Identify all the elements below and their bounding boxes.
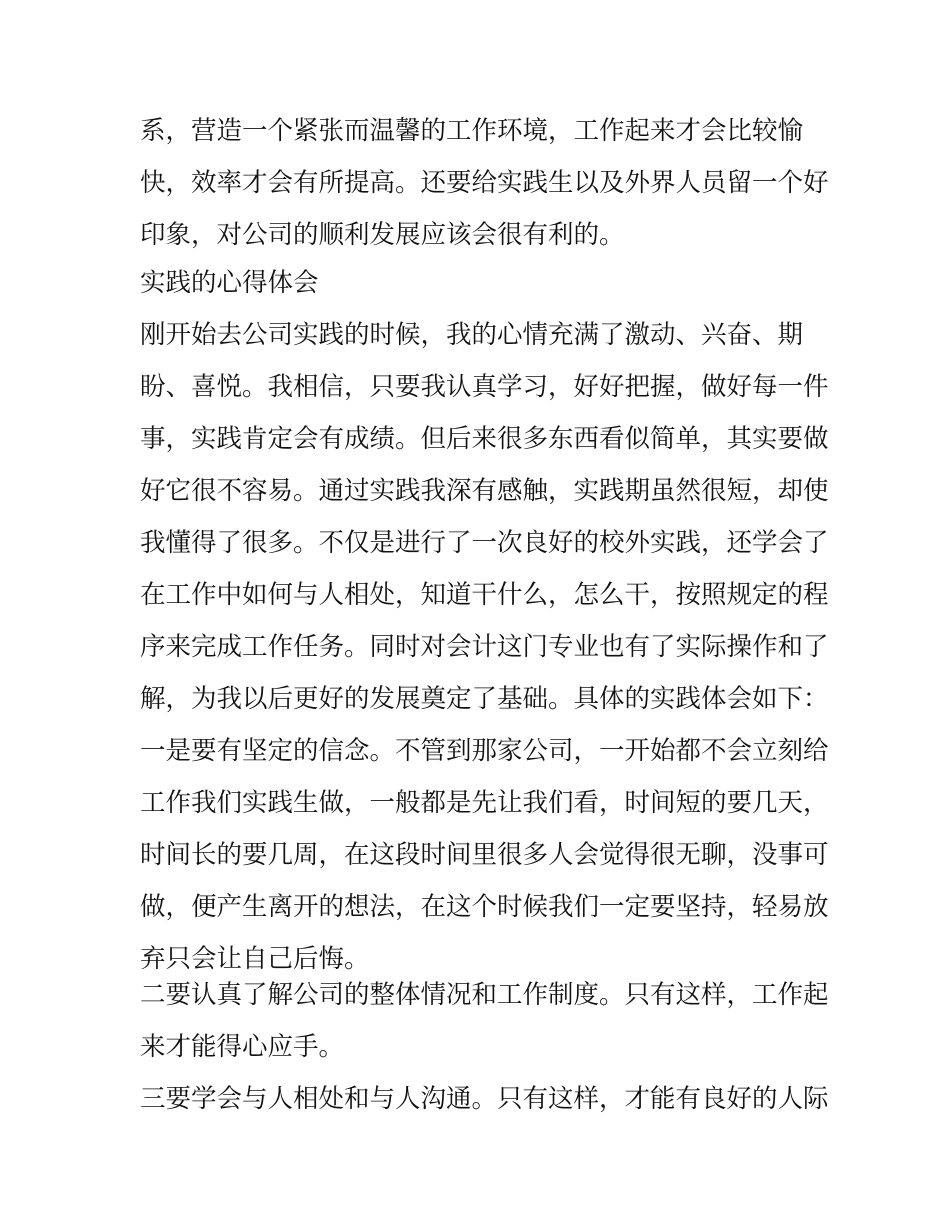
body-text-line: 三要学会与人相处和与人沟通。只有这样，才能有良好的人际 xyxy=(140,1084,829,1114)
body-text-line: 弃只会让自己后悔。 xyxy=(140,944,370,974)
body-text-line: 刚开始去公司实践的时候，我的心情充满了激动、兴奋、期 xyxy=(140,320,804,350)
body-text-line: 快，效率才会有所提高。还要给实践生以及外界人员留一个好 xyxy=(140,168,829,198)
body-text-line: 来才能得心应手。 xyxy=(140,1032,345,1062)
body-text-line: 二要认真了解公司的整体情况和工作制度。只有这样，工作起 xyxy=(140,980,829,1010)
body-text-line: 工作我们实践生做，一般都是先让我们看，时间短的要几天， xyxy=(140,788,829,818)
body-text-line: 盼、喜悦。我相信，只要我认真学习，好好把握，做好每一件 xyxy=(140,372,829,402)
body-text-line: 好它很不容易。通过实践我深有感触，实践期虽然很短，却使 xyxy=(140,476,829,506)
body-text-line: 序来完成工作任务。同时对会计这门专业也有了实际操作和了 xyxy=(140,632,829,662)
section-heading: 实践的心得体会 xyxy=(140,268,319,298)
body-text-line: 我懂得了很多。不仅是进行了一次良好的校外实践，还学会了 xyxy=(140,528,829,558)
body-text-line: 一是要有坚定的信念。不管到那家公司，一开始都不会立刻给 xyxy=(140,736,829,766)
body-text-line: 时间长的要几周，在这段时间里很多人会觉得很无聊，没事可 xyxy=(140,840,829,870)
body-text-line: 解，为我以后更好的发展奠定了基础。具体的实践体会如下： xyxy=(140,684,829,714)
body-text-line: 事，实践肯定会有成绩。但后来很多东西看似简单，其实要做 xyxy=(140,424,829,454)
body-text-line: 印象，对公司的顺利发展应该会很有利的。 xyxy=(140,220,625,250)
body-text-line: 系，营造一个紧张而温馨的工作环境，工作起来才会比较愉 xyxy=(140,116,804,146)
body-text-line: 做，便产生离开的想法，在这个时候我们一定要坚持，轻易放 xyxy=(140,892,829,922)
body-text-line: 在工作中如何与人相处，知道干什么，怎么干，按照规定的程 xyxy=(140,580,829,610)
